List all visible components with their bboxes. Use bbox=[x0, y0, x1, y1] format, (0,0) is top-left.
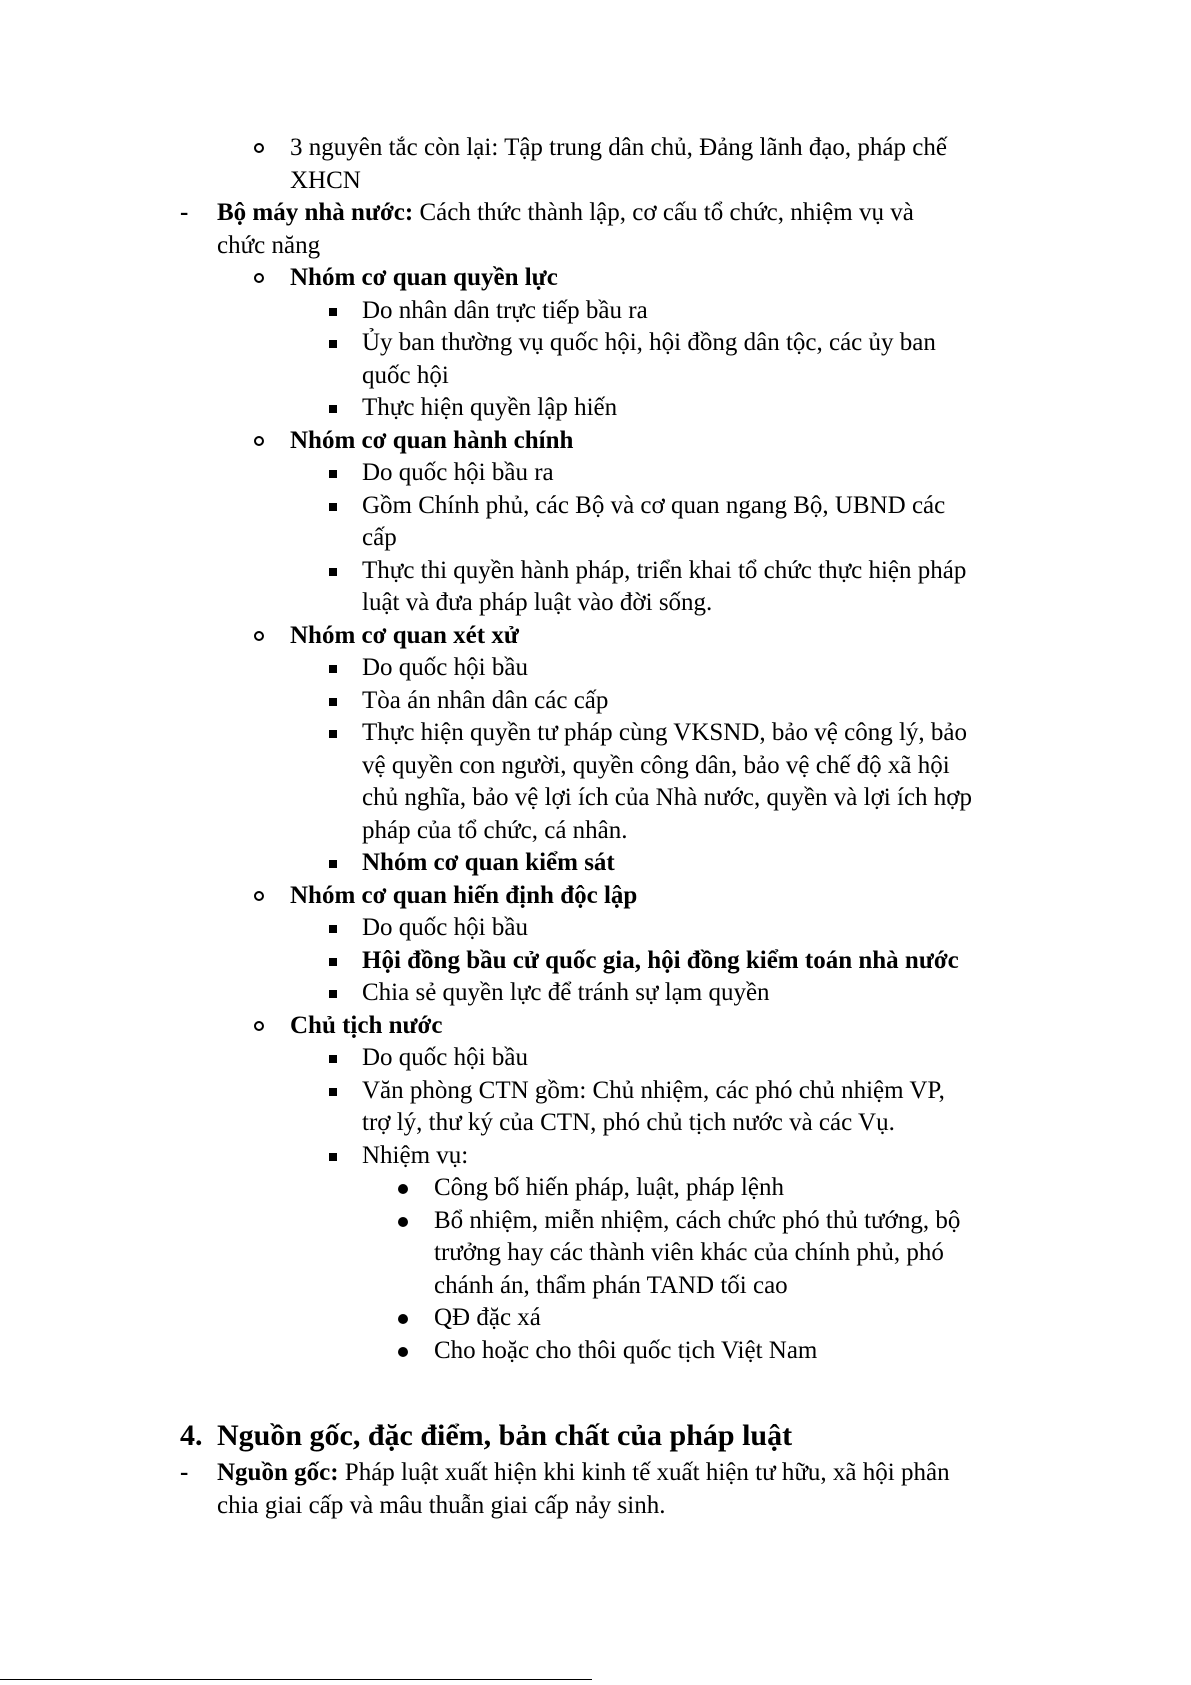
line-text: Cách thức thành lập, cơ cấu tổ chức, nhiệm vụ và bbox=[413, 199, 914, 226]
list-item bbox=[0, 1335, 1191, 1368]
square-bullet-icon bbox=[329, 340, 337, 348]
square-bullet-icon bbox=[329, 990, 337, 998]
square-bullet-icon bbox=[329, 405, 337, 413]
list-item-line: Nhiệm vụ: bbox=[362, 1141, 469, 1169]
square-bullet-icon bbox=[329, 1088, 337, 1096]
circle-bullet-icon bbox=[254, 1021, 264, 1031]
square-bullet-icon bbox=[329, 568, 337, 576]
list-item-line: Cho hoặc cho thôi quốc tịch Việt Nam bbox=[434, 1336, 818, 1364]
square-bullet-icon bbox=[329, 730, 337, 738]
list-item-line bbox=[217, 1457, 950, 1490]
list-item-line: Ủy ban thường vụ quốc hội, hội đồng dân tộc, các ủy ban bbox=[362, 329, 936, 356]
dot-bullet-icon bbox=[398, 1314, 408, 1324]
list-item-line: luật và đưa pháp luật vào đời sống. bbox=[362, 589, 713, 616]
list-item bbox=[0, 847, 1191, 880]
list-item-line: Do quốc hội bầu bbox=[362, 914, 528, 941]
list-item bbox=[0, 295, 1191, 328]
list-item bbox=[0, 555, 1191, 620]
list-item-line: Nhóm cơ quan quyền lực bbox=[290, 264, 558, 291]
list-item bbox=[0, 392, 1191, 425]
list-item-line: Do quốc hội bầu bbox=[362, 1044, 528, 1071]
line-text: Pháp luật xuất hiện khi kinh tế xuất hiện tư hữu, xã hội phân bbox=[338, 1459, 950, 1486]
list-item bbox=[0, 620, 1191, 653]
list-item bbox=[0, 1075, 1191, 1140]
circle-bullet-icon bbox=[254, 273, 264, 283]
list-item-line: Nhóm cơ quan xét xử bbox=[290, 621, 519, 649]
list-item-line: XHCN bbox=[290, 166, 361, 194]
list-item bbox=[0, 425, 1191, 458]
list-item-line: Thực hiện quyền tư pháp cùng VKSND, bảo vệ công lý, bảo bbox=[362, 719, 967, 746]
list-item-line: Tòa án nhân dân các cấp bbox=[362, 686, 609, 714]
footnote-separator bbox=[0, 1679, 592, 1680]
list-item bbox=[0, 717, 1191, 847]
list-item-line: chánh án, thẩm phán TAND tối cao bbox=[434, 1271, 788, 1299]
list-item-line: chia giai cấp và mâu thuẫn giai cấp nảy sinh. bbox=[217, 1491, 666, 1519]
dash-bullet-icon: - bbox=[180, 1459, 189, 1486]
circle-bullet-icon bbox=[254, 891, 264, 901]
list-item bbox=[0, 945, 1191, 978]
square-bullet-icon bbox=[329, 958, 337, 966]
bold-lead: Nguồn gốc: bbox=[217, 1459, 339, 1486]
list-item-line: Chủ tịch nước bbox=[290, 1011, 443, 1039]
square-bullet-icon bbox=[329, 925, 337, 933]
dot-bullet-icon bbox=[398, 1217, 408, 1227]
list-item bbox=[0, 880, 1191, 913]
list-item-line: Hội đồng bầu cử quốc gia, hội đồng kiểm toán nhà nước bbox=[362, 946, 959, 974]
list-item-line: quốc hội bbox=[362, 361, 449, 389]
circle-bullet-icon bbox=[254, 143, 264, 153]
list-item-line: Chia sẻ quyền lực để tránh sự lạm quyền bbox=[362, 979, 770, 1006]
list-item-line: Nhóm cơ quan hành chính bbox=[290, 426, 574, 454]
list-item bbox=[0, 490, 1191, 555]
circle-bullet-icon bbox=[254, 631, 264, 641]
square-bullet-icon bbox=[329, 698, 337, 706]
list-item-line: Do quốc hội bầu ra bbox=[362, 459, 554, 486]
list-item-line: Do quốc hội bầu bbox=[362, 654, 528, 681]
list-item-line: Thực hiện quyền lập hiến bbox=[362, 394, 618, 421]
square-bullet-icon bbox=[329, 665, 337, 673]
square-bullet-icon bbox=[329, 860, 337, 868]
list-item bbox=[0, 262, 1191, 295]
list-item bbox=[0, 977, 1191, 1010]
square-bullet-icon bbox=[329, 1055, 337, 1063]
list-item bbox=[0, 132, 1191, 197]
list-item bbox=[0, 1205, 1191, 1303]
list-item-line bbox=[217, 197, 914, 230]
bold-lead: Bộ máy nhà nước: bbox=[217, 199, 414, 226]
list-item bbox=[0, 685, 1191, 718]
list-item-line: chức năng bbox=[217, 231, 321, 259]
list-item bbox=[0, 652, 1191, 685]
section-title: Nguồn gốc, đặc điểm, bản chất của pháp luật bbox=[217, 1419, 793, 1452]
list-item-line: Bổ nhiệm, miễn nhiệm, cách chức phó thủ tướng, bộ bbox=[434, 1206, 961, 1234]
list-item-line: Do nhân dân trực tiếp bầu ra bbox=[362, 296, 648, 324]
dot-bullet-icon bbox=[398, 1184, 408, 1194]
list-item bbox=[0, 1457, 1191, 1522]
dash-bullet-icon: - bbox=[180, 199, 189, 226]
list-item bbox=[0, 1140, 1191, 1173]
list-item bbox=[0, 1172, 1191, 1205]
list-item-line: QĐ đặc xá bbox=[434, 1304, 541, 1331]
list-item-line: chủ nghĩa, bảo vệ lợi ích của Nhà nước, quyền và lợi ích hợp bbox=[362, 784, 973, 811]
section-heading bbox=[0, 1417, 1191, 1455]
list-item-line: trợ lý, thư ký của CTN, phó chủ tịch nước và các Vụ. bbox=[362, 1109, 895, 1136]
square-bullet-icon bbox=[329, 503, 337, 511]
list-item-line: trưởng hay các thành viên khác của chính phủ, phó bbox=[434, 1239, 944, 1266]
list-item-line: 3 nguyên tắc còn lại: Tập trung dân chủ, Đảng lãnh đạo, pháp chế bbox=[290, 134, 947, 161]
list-item-line: Nhóm cơ quan kiểm sát bbox=[362, 849, 615, 876]
list-item-line: Công bố hiến pháp, luật, pháp lệnh bbox=[434, 1174, 784, 1201]
list-item-line: pháp của tổ chức, cá nhân. bbox=[362, 816, 628, 844]
list-item bbox=[0, 327, 1191, 392]
list-item bbox=[0, 1010, 1191, 1043]
list-item bbox=[0, 197, 1191, 262]
list-item-line: vệ quyền con người, quyền công dân, bảo vệ chế độ xã hội bbox=[362, 751, 950, 779]
list-item-line: cấp bbox=[362, 524, 397, 551]
square-bullet-icon bbox=[329, 308, 337, 316]
list-item bbox=[0, 1302, 1191, 1335]
list-item-line: Thực thi quyền hành pháp, triển khai tổ chức thực hiện pháp bbox=[362, 556, 967, 584]
square-bullet-icon bbox=[329, 470, 337, 478]
list-item-line: Nhóm cơ quan hiến định độc lập bbox=[290, 881, 638, 909]
list-item bbox=[0, 912, 1191, 945]
list-item bbox=[0, 1042, 1191, 1075]
section-number: 4. bbox=[180, 1419, 203, 1452]
list-item-line: Văn phòng CTN gồm: Chủ nhiệm, các phó chủ nhiệm VP, bbox=[362, 1076, 945, 1104]
list-item bbox=[0, 457, 1191, 490]
square-bullet-icon bbox=[329, 1153, 337, 1161]
dot-bullet-icon bbox=[398, 1347, 408, 1357]
circle-bullet-icon bbox=[254, 436, 264, 446]
list-item-line: Gồm Chính phủ, các Bộ và cơ quan ngang Bộ, UBND các bbox=[362, 491, 946, 519]
